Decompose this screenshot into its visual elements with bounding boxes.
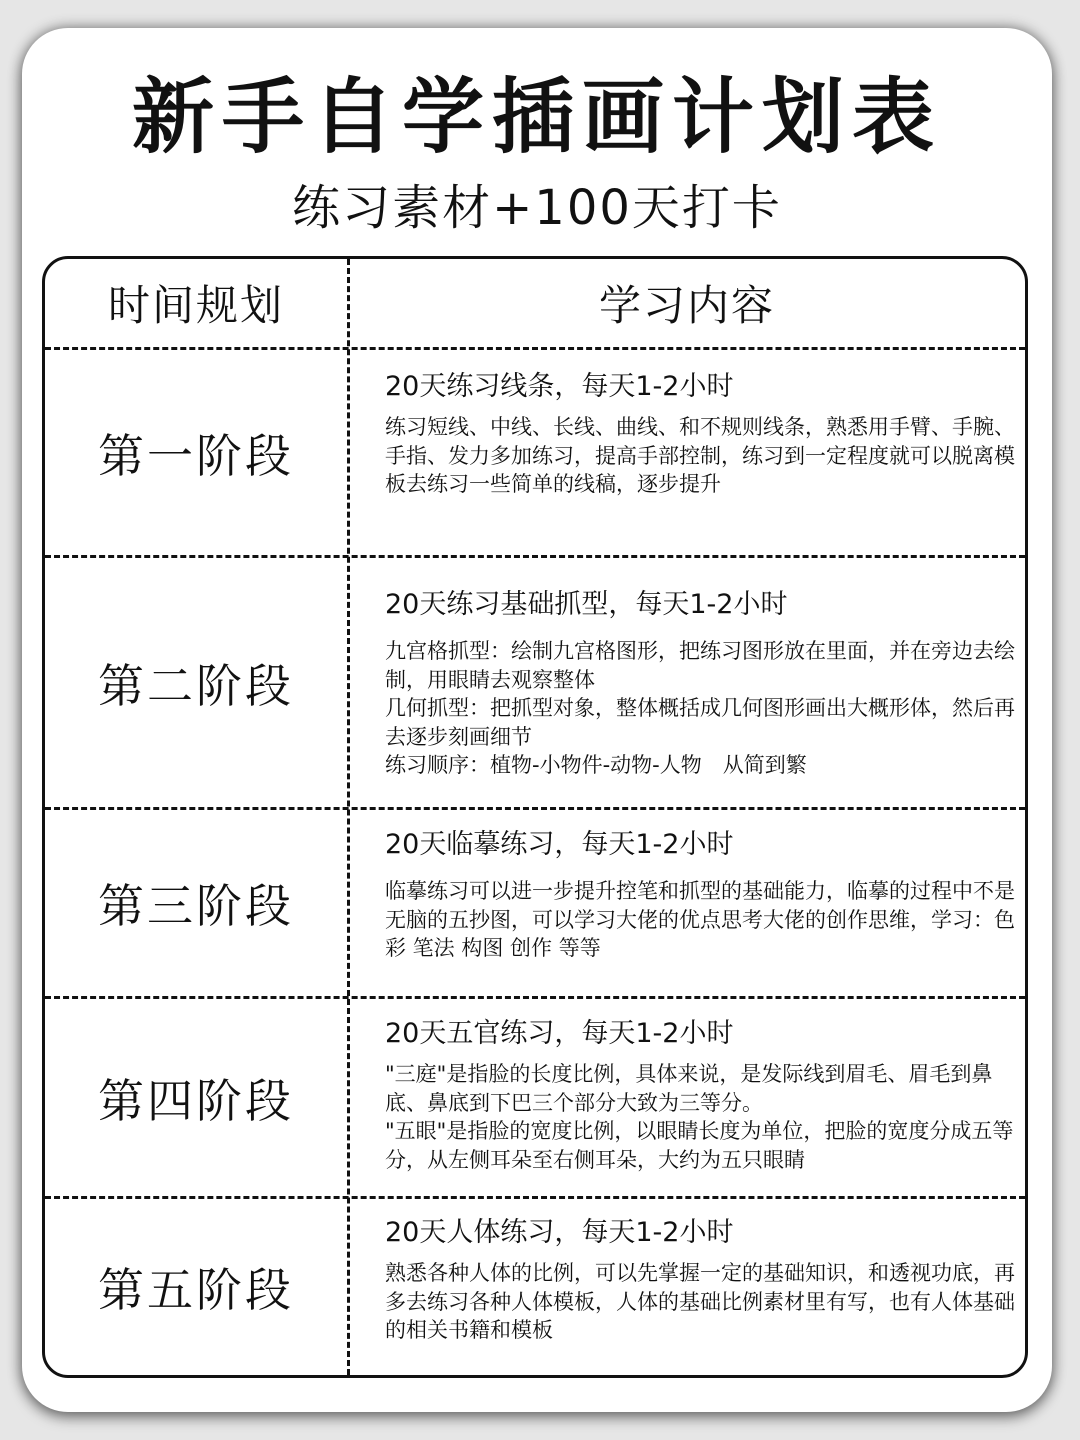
stage-content-1: [385, 369, 1025, 499]
stage-text: 几何抓型：把抓型对象，整体概括成几何图形画出大概形体，然后再去逐步刻画细节: [385, 696, 1015, 749]
stage-content-4: [385, 1016, 1025, 1174]
stage-text: "五眼"是指脸的宽度比例，以眼睛长度为单位，把脸的宽度分成五等分，从左侧耳朵至右侧耳朵，大约为五只眼睛: [385, 1119, 1014, 1172]
stage-label-5: 第五阶段: [98, 1263, 294, 1317]
stage-content-5: [385, 1215, 1025, 1345]
stage-label-1: 第一阶段: [98, 428, 294, 483]
stage-heading: 20天练习基础抓型，每天1-2小时: [385, 589, 788, 620]
stage-text: 临摹练习可以进一步提升控笔和抓型的基础能力，临摹的过程中不是无脑的五抄图，可以学习大佬的优点思考大佬的创作思维，学习：色彩 笔法 构图 创作 等等: [385, 879, 1015, 960]
plan-card: [22, 28, 1052, 1412]
stage-label-4: 第四阶段: [98, 1073, 294, 1128]
stage-heading: 20天人体练习，每天1-2小时: [385, 1217, 734, 1248]
stage-label-3: 第三阶段: [98, 879, 294, 933]
column-divider: [347, 259, 350, 1375]
stage-text: 熟悉各种人体的比例，可以先掌握一定的基础知识，和透视功底，再多去练习各种人体模板，人体的基础比例素材里有写，也有人体基础的相关书籍和模板: [385, 1261, 1015, 1342]
stage-heading: 20天临摹练习，每天1-2小时: [385, 829, 734, 860]
column-header-content: 学习内容: [598, 281, 775, 330]
stage-content-3: [385, 827, 1025, 963]
stage-text: 九宫格抓型：绘制九宫格图形，把练习图形放在里面，并在旁边去绘制，用眼睛去观察整体: [385, 639, 1015, 692]
column-header-time: 时间规划: [107, 281, 284, 330]
page-subtitle: 练习素材+100天打卡: [292, 180, 782, 236]
stage-text: 练习短线、中线、长线、曲线、和不规则线条，熟悉用手臂、手腕、手指、发力多加练习，提高手部控制，练习到一定程度就可以脱离模板去练习一些简单的线稿，逐步提升: [385, 415, 1015, 496]
page-title: 新手自学插画计划表: [131, 70, 942, 165]
stage-label-2: 第二阶段: [98, 658, 294, 713]
stage-heading: 20天五官练习，每天1-2小时: [385, 1018, 734, 1049]
stage-text: 练习顺序：植物-小物件-动物-人物 从简到繁: [385, 753, 807, 777]
stage-content-2: [385, 587, 1025, 780]
stage-heading: 20天练习线条，每天1-2小时: [385, 371, 734, 402]
stage-text: "三庭"是指脸的长度比例，具体来说，是发际线到眉毛、眉毛到鼻底、鼻底到下巴三个部分大致为三等分。: [385, 1062, 993, 1115]
plan-table: [42, 256, 1028, 1378]
